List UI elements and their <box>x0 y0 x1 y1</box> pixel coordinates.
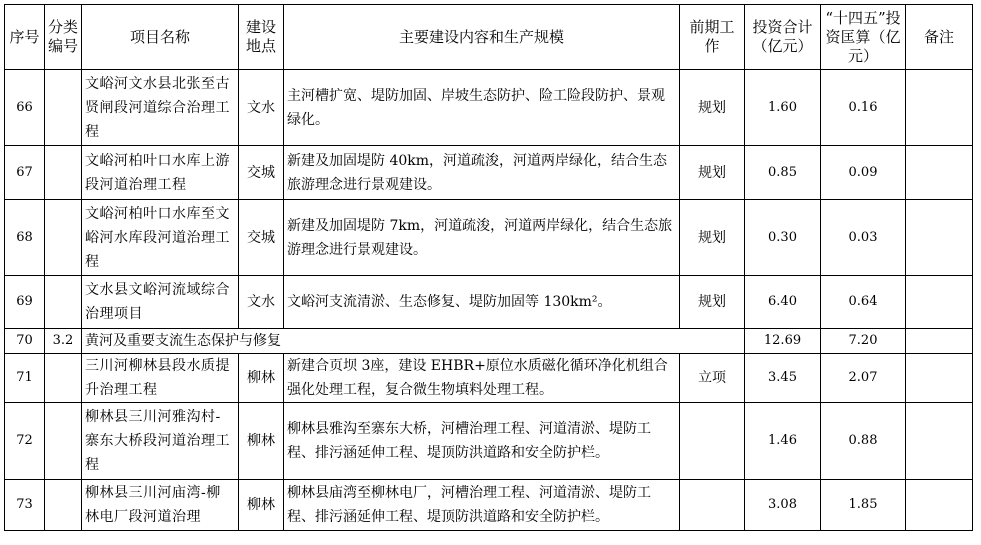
cell-seq: 68 <box>5 200 45 276</box>
cell-total: 0.85 <box>745 146 821 200</box>
cell-seq: 73 <box>5 480 45 531</box>
cell-name: 文水县文峪河流域综合治理项目 <box>82 276 239 329</box>
header-seq: 序号 <box>5 5 45 70</box>
cell-plan: 2.07 <box>821 354 906 403</box>
cell-prework: 规划 <box>680 70 745 146</box>
cell-content: 主河槽扩宽、堤防加固、岸坡生态防护、险工险段防护、景观绿化。 <box>284 70 680 146</box>
cell-prework: 规划 <box>680 146 745 200</box>
cell-content: 新建及加固堤防 40km，河道疏浚，河道两岸绿化，结合生态旅游理念进行景观建设。 <box>284 146 680 200</box>
cell-location: 柳林 <box>239 354 284 403</box>
header-content: 主要建设内容和生产规模 <box>284 5 680 70</box>
cell-location: 文水 <box>239 276 284 329</box>
cell-plan: 0.03 <box>821 200 906 276</box>
cell-plan: 0.88 <box>821 403 906 480</box>
cell-name: 柳林县三川河雅沟村-寨东大桥段河道治理工程 <box>82 403 239 480</box>
cell-remarks <box>906 403 973 480</box>
cell-content: 文峪河支流清淤、生态修复、堤防加固等 130km²。 <box>284 276 680 329</box>
section-row <box>5 329 973 354</box>
cell-seq: 71 <box>5 354 45 403</box>
header-plan-invest: “十四五”投资匡算（亿元） <box>821 5 906 70</box>
cell-prework <box>680 403 745 480</box>
table-row <box>5 480 973 531</box>
cell-remarks <box>906 276 973 329</box>
header-category: 分类编号 <box>45 5 82 70</box>
cell-name: 文峪河柏叶口水库至文峪河水库段河道治理工程 <box>82 200 239 276</box>
cell-total: 1.60 <box>745 70 821 146</box>
cell-category <box>45 354 82 403</box>
table-row <box>5 70 973 146</box>
cell-seq: 69 <box>5 276 45 329</box>
cell-seq: 66 <box>5 70 45 146</box>
table-row <box>5 276 973 329</box>
section-plan: 7.20 <box>821 329 906 354</box>
cell-name: 柳林县三川河庙湾-柳林电厂段河道治理 <box>82 480 239 531</box>
cell-category <box>45 200 82 276</box>
project-table <box>4 4 973 531</box>
cell-category <box>45 276 82 329</box>
section-remarks <box>906 329 973 354</box>
cell-remarks <box>906 354 973 403</box>
cell-content: 柳林县雅沟至寨东大桥，河槽治理工程、河道清淤、堤防工程、排污涵延伸工程、堤顶防洪道路和安全防护栏。 <box>284 403 680 480</box>
cell-category <box>45 146 82 200</box>
cell-plan: 0.09 <box>821 146 906 200</box>
table-row <box>5 146 973 200</box>
cell-location: 柳林 <box>239 480 284 531</box>
cell-total: 1.46 <box>745 403 821 480</box>
section-category: 3.2 <box>45 329 82 354</box>
header-prework: 前期工作 <box>680 5 745 70</box>
cell-prework: 规划 <box>680 200 745 276</box>
cell-prework: 规划 <box>680 276 745 329</box>
cell-category <box>45 403 82 480</box>
cell-total: 3.08 <box>745 480 821 531</box>
section-title: 黄河及重要支流生态保护与修复 <box>82 329 745 354</box>
cell-plan: 0.16 <box>821 70 906 146</box>
header-total-invest: 投资合计（亿元） <box>745 5 821 70</box>
cell-total: 3.45 <box>745 354 821 403</box>
cell-category <box>45 480 82 531</box>
cell-remarks <box>906 146 973 200</box>
header-location: 建设地点 <box>239 5 284 70</box>
cell-location: 柳林 <box>239 403 284 480</box>
cell-prework: 立项 <box>680 354 745 403</box>
section-total: 12.69 <box>745 329 821 354</box>
cell-plan: 0.64 <box>821 276 906 329</box>
cell-location: 交城 <box>239 200 284 276</box>
header-remarks: 备注 <box>906 5 973 70</box>
cell-total: 6.40 <box>745 276 821 329</box>
table-header <box>5 5 973 70</box>
table-row <box>5 403 973 480</box>
header-name: 项目名称 <box>82 5 239 70</box>
section-seq: 70 <box>5 329 45 354</box>
cell-seq: 67 <box>5 146 45 200</box>
cell-location: 文水 <box>239 70 284 146</box>
cell-seq: 72 <box>5 403 45 480</box>
cell-name: 文峪河柏叶口水库上游段河道治理工程 <box>82 146 239 200</box>
cell-name: 三川河柳林县段水质提升治理工程 <box>82 354 239 403</box>
table-row <box>5 354 973 403</box>
cell-remarks <box>906 70 973 146</box>
cell-total: 0.30 <box>745 200 821 276</box>
table-row <box>5 200 973 276</box>
cell-content: 新建及加固堤防 7km，河道疏浚，河道两岸绿化，结合生态旅游理念进行景观建设。 <box>284 200 680 276</box>
cell-name: 文峪河文水县北张至古贤闸段河道综合治理工程 <box>82 70 239 146</box>
cell-prework <box>680 480 745 531</box>
cell-plan: 1.85 <box>821 480 906 531</box>
cell-remarks <box>906 480 973 531</box>
cell-content: 柳林县庙湾至柳林电厂，河槽治理工程、河道清淤、堤防工程、排污涵延伸工程、堤顶防洪道路和安全防护栏。 <box>284 480 680 531</box>
cell-category <box>45 70 82 146</box>
cell-location: 交城 <box>239 146 284 200</box>
cell-content: 新建合页坝 3座，建设 EHBR+原位水质磁化循环净化机组合强化处理工程，复合微生物填料处理工程。 <box>284 354 680 403</box>
cell-remarks <box>906 200 973 276</box>
